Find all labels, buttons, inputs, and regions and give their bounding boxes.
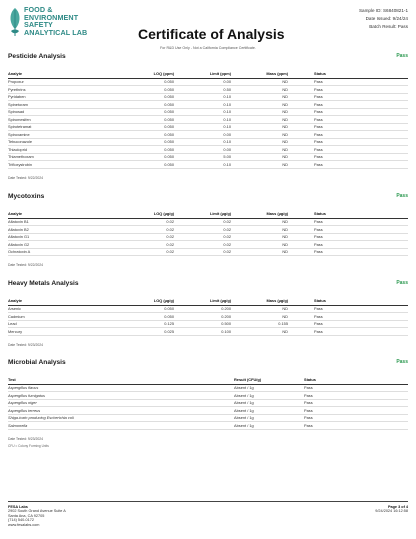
table-cell: Aspergillus fumigatus (8, 392, 234, 400)
company-logo (8, 6, 108, 40)
table-cell: 0.02 (118, 248, 174, 256)
table-header-row (8, 298, 408, 305)
column-header: Status (288, 298, 408, 305)
sample-id: Sample ID: S6840821-1 (358, 8, 408, 13)
table-cell: Aspergillus terreus (8, 407, 234, 415)
logo-line: FOOD & (24, 5, 53, 14)
table-cell: Pass (294, 414, 408, 422)
table-cell: Propoxur (8, 78, 118, 86)
page-number: Page 3 of 4 (387, 505, 408, 509)
mycotoxins-section (8, 193, 408, 267)
table-cell: ND (231, 86, 288, 94)
table-cell: Pass (294, 392, 408, 400)
table-cell: 0.02 (118, 233, 174, 241)
table-cell: Thiamethoxam (8, 153, 118, 161)
table-cell: Pass (288, 305, 408, 313)
column-header: Limit (ppm) (174, 71, 231, 78)
table-cell: 0.050 (118, 123, 174, 131)
table-row (8, 248, 408, 256)
column-header: Analyte (8, 298, 118, 305)
table-cell: Pass (294, 422, 408, 430)
table-cell: Pass (288, 218, 408, 226)
table-cell: Arsenic (8, 305, 118, 313)
column-header: Mass (ppm) (231, 71, 288, 78)
table-cell: Tebuconazole (8, 138, 118, 146)
table-cell: Aspergillus niger (8, 399, 234, 407)
pesticide-section (8, 53, 408, 180)
table-cell: Pass (288, 131, 408, 139)
column-header: Analyte (8, 211, 118, 218)
table-row (8, 407, 408, 415)
print-timestamp: 9/24/2024 16:12:58 (375, 509, 408, 514)
disclaimer: For R&D Use Only - Not a California Compliance Certificate. (160, 46, 256, 50)
table-cell: 0.10 (174, 138, 231, 146)
sample-meta (359, 7, 408, 31)
cfu-footnote: CFU = Colony Forming Units (8, 443, 49, 448)
pesticide-rows (8, 78, 408, 168)
table-row (8, 93, 408, 101)
table-cell: Absent / 1g (234, 399, 294, 407)
table-cell: 0.050 (118, 305, 174, 313)
table-cell: Absent / 1g (234, 392, 294, 400)
date-tested: Date Tested: 9/23/2024 (8, 436, 43, 441)
table-row (8, 399, 408, 407)
section-title: Pesticide Analysis (8, 53, 66, 60)
section-status: Pass (396, 280, 408, 286)
table-cell: ND (231, 123, 288, 131)
table-cell: Cadmium (8, 313, 118, 321)
table-row (8, 414, 408, 422)
table-cell: Spirotetramat (8, 123, 118, 131)
table-cell: 0.100 (174, 328, 231, 336)
table-cell: Pass (288, 248, 408, 256)
table-cell: ND (231, 78, 288, 86)
table-cell: 0.10 (174, 93, 231, 101)
table-cell: Salmonella (8, 422, 234, 430)
mycotoxins-table (8, 211, 408, 256)
table-cell: 0.00 (174, 131, 231, 139)
table-row (8, 101, 408, 109)
pesticide-table (8, 71, 408, 169)
table-cell: ND (231, 226, 288, 234)
date-tested: Date Tested: 9/22/2024 (8, 263, 43, 267)
table-cell: Pyrethrins (8, 86, 118, 94)
table-cell: ND (231, 313, 288, 321)
table-cell: Aflatoxin G1 (8, 233, 118, 241)
table-cell: Aspergillus flavus (8, 384, 234, 392)
report-header (8, 6, 408, 46)
table-header-row (8, 211, 408, 218)
table-cell: 0.10 (174, 108, 231, 116)
table-cell: 0.155 (231, 320, 288, 328)
table-row (8, 241, 408, 249)
table-cell: Aflatoxin B2 (8, 226, 118, 234)
table-cell: Absent / 1g (234, 384, 294, 392)
address-line: Santa Ana, CA 92705 (8, 513, 45, 518)
table-row (8, 131, 408, 139)
table-cell: 0.050 (118, 146, 174, 154)
table-cell: 0.10 (174, 123, 231, 131)
table-row (8, 116, 408, 124)
table-cell: 0.02 (174, 233, 231, 241)
section-status: Pass (396, 53, 408, 59)
table-cell: Mercury (8, 328, 118, 336)
table-row (8, 86, 408, 94)
table-cell: ND (231, 93, 288, 101)
table-cell: ND (231, 241, 288, 249)
table-cell: Ochratoxin A (8, 248, 118, 256)
table-cell: Pass (288, 93, 408, 101)
table-cell: 0.025 (118, 328, 174, 336)
table-cell: Pass (294, 384, 408, 392)
table-cell: 0.050 (118, 116, 174, 124)
table-cell: 0.050 (118, 313, 174, 321)
table-cell: ND (231, 161, 288, 169)
table-cell: Trifloxystrobin (8, 161, 118, 169)
mycotoxins-rows (8, 218, 408, 256)
table-cell: 0.050 (118, 131, 174, 139)
table-cell: Pass (288, 78, 408, 86)
table-cell: 0.02 (174, 248, 231, 256)
table-cell: Pass (294, 399, 408, 407)
table-cell: 0.00 (174, 146, 231, 154)
table-cell: Pass (288, 108, 408, 116)
table-cell: 0.02 (174, 218, 231, 226)
logo-line: ANALYTICAL LAB (24, 27, 88, 37)
table-cell: Spiromesifen (8, 116, 118, 124)
column-header: Test (8, 377, 234, 384)
table-cell: Absent / 1g (234, 422, 294, 430)
table-row (8, 226, 408, 234)
table-cell: 0.050 (118, 101, 174, 109)
column-header: Status (288, 211, 408, 218)
table-row (8, 392, 408, 400)
table-cell: Pass (288, 233, 408, 241)
logo-line: SAFETY (24, 20, 53, 30)
address-line: 2902 South Grand Avenue Suite A (8, 509, 66, 514)
table-cell: 0.200 (174, 313, 231, 321)
date-issued: Date Issued: 9/24/24 (365, 16, 408, 21)
table-cell: 0.050 (118, 138, 174, 146)
table-cell: 5.00 (174, 153, 231, 161)
column-header: LOQ (ppm) (118, 71, 174, 78)
date-tested: Date Tested: 9/23/2024 (8, 342, 43, 347)
table-cell: Pass (288, 101, 408, 109)
table-cell: Pass (294, 407, 408, 415)
column-header: Limit (µg/g) (174, 211, 231, 218)
table-cell: 0.125 (118, 320, 174, 328)
table-cell: 0.02 (118, 241, 174, 249)
lab-address (8, 505, 66, 527)
table-row (8, 78, 408, 86)
table-cell: 0.50 (174, 86, 231, 94)
section-title: Heavy Metals Analysis (8, 280, 79, 287)
table-cell: ND (231, 131, 288, 139)
table-cell: Aflatoxin B1 (8, 218, 118, 226)
heavy-metals-rows (8, 305, 408, 335)
table-cell: 0.050 (118, 161, 174, 169)
table-row (8, 138, 408, 146)
table-row (8, 328, 408, 336)
section-title: Mycotoxins (8, 193, 45, 200)
column-header: Mass (µg/g) (231, 298, 288, 305)
page-footer (8, 501, 408, 527)
table-row (8, 233, 408, 241)
table-cell: 0.02 (174, 226, 231, 234)
table-cell: Pass (288, 328, 408, 336)
logo-text (24, 6, 87, 36)
heavy-metals-table (8, 298, 408, 336)
table-cell: Spinetoram (8, 101, 118, 109)
column-header: LOQ (µg/g) (118, 298, 174, 305)
table-cell: Pass (288, 86, 408, 94)
section-status: Pass (396, 359, 408, 365)
table-cell: ND (231, 218, 288, 226)
table-cell: ND (231, 101, 288, 109)
table-cell: 0.02 (118, 218, 174, 226)
table-cell: Pass (288, 161, 408, 169)
table-cell: Absent / 1g (234, 407, 294, 415)
document-title: Certificate of Analysis (138, 26, 285, 42)
table-cell: 0.050 (118, 86, 174, 94)
table-cell: Lead (8, 320, 118, 328)
column-header: Mass (µg/g) (231, 211, 288, 218)
table-cell: ND (231, 248, 288, 256)
table-cell: ND (231, 138, 288, 146)
table-row (8, 313, 408, 321)
table-cell: 0.500 (174, 320, 231, 328)
table-cell: 0.10 (174, 101, 231, 109)
table-header-row (8, 377, 408, 384)
column-header: Status (288, 71, 408, 78)
table-row (8, 153, 408, 161)
logo-line: ENVIRONMENT (24, 12, 79, 22)
table-cell: 0.050 (118, 93, 174, 101)
table-header-row (8, 71, 408, 78)
table-cell: ND (231, 305, 288, 313)
table-cell: 0.050 (118, 153, 174, 161)
table-row (8, 305, 408, 313)
table-cell: Pass (288, 153, 408, 161)
website-link[interactable]: www.fesalabs.com (8, 522, 40, 527)
table-cell: Pass (288, 116, 408, 124)
table-cell: Pass (288, 226, 408, 234)
column-header: Analyte (8, 71, 118, 78)
table-cell: Pass (288, 320, 408, 328)
column-header: LOQ (µg/g) (118, 211, 174, 218)
microbial-table (8, 377, 408, 430)
table-cell: 0.050 (118, 78, 174, 86)
table-cell: Pass (288, 123, 408, 131)
table-cell: Pass (288, 313, 408, 321)
table-row (8, 218, 408, 226)
heavy-metals-section (8, 280, 408, 347)
table-cell: 0.200 (174, 305, 231, 313)
table-cell: ND (231, 153, 288, 161)
table-cell: ND (231, 328, 288, 336)
page-info (375, 505, 408, 514)
table-cell: 0.050 (118, 108, 174, 116)
table-cell: 0.10 (174, 116, 231, 124)
table-row (8, 108, 408, 116)
table-cell: ND (231, 233, 288, 241)
table-cell: Spinosad (8, 108, 118, 116)
table-cell: Shiga-toxin producing Escherichia coli (8, 414, 234, 422)
section-title: Microbial Analysis (8, 359, 66, 366)
company-name: FESA Labs (8, 505, 28, 509)
table-row (8, 123, 408, 131)
column-header: Limit (µg/g) (174, 298, 231, 305)
table-row (8, 320, 408, 328)
microbial-section (8, 359, 408, 448)
table-row (8, 422, 408, 430)
section-status: Pass (396, 193, 408, 199)
column-header: Status (294, 377, 408, 384)
table-row (8, 384, 408, 392)
table-row (8, 146, 408, 154)
table-cell: Absent / 1g (234, 414, 294, 422)
table-cell: Spiroxamine (8, 131, 118, 139)
table-cell: 0.00 (174, 78, 231, 86)
table-row (8, 161, 408, 169)
microbial-rows (8, 384, 408, 429)
date-tested: Date Tested: 9/22/2024 (8, 175, 43, 180)
column-header: Result (CFU/g) (234, 377, 294, 384)
table-cell: 0.02 (174, 241, 231, 249)
table-cell: Aflatoxin G2 (8, 241, 118, 249)
table-cell: ND (231, 116, 288, 124)
table-cell: ND (231, 108, 288, 116)
table-cell: ND (231, 146, 288, 154)
table-cell: 0.10 (174, 161, 231, 169)
table-cell: Pass (288, 241, 408, 249)
table-cell: Pass (288, 138, 408, 146)
table-cell: 0.02 (118, 226, 174, 234)
batch-result: Batch Result: Pass (369, 24, 408, 29)
leaf-logo-icon (8, 7, 22, 37)
table-cell: Thiacloprid (8, 146, 118, 154)
table-cell: Pass (288, 146, 408, 154)
phone-number: (714) 540-0172 (8, 518, 34, 523)
table-cell: Pyridaben (8, 93, 118, 101)
